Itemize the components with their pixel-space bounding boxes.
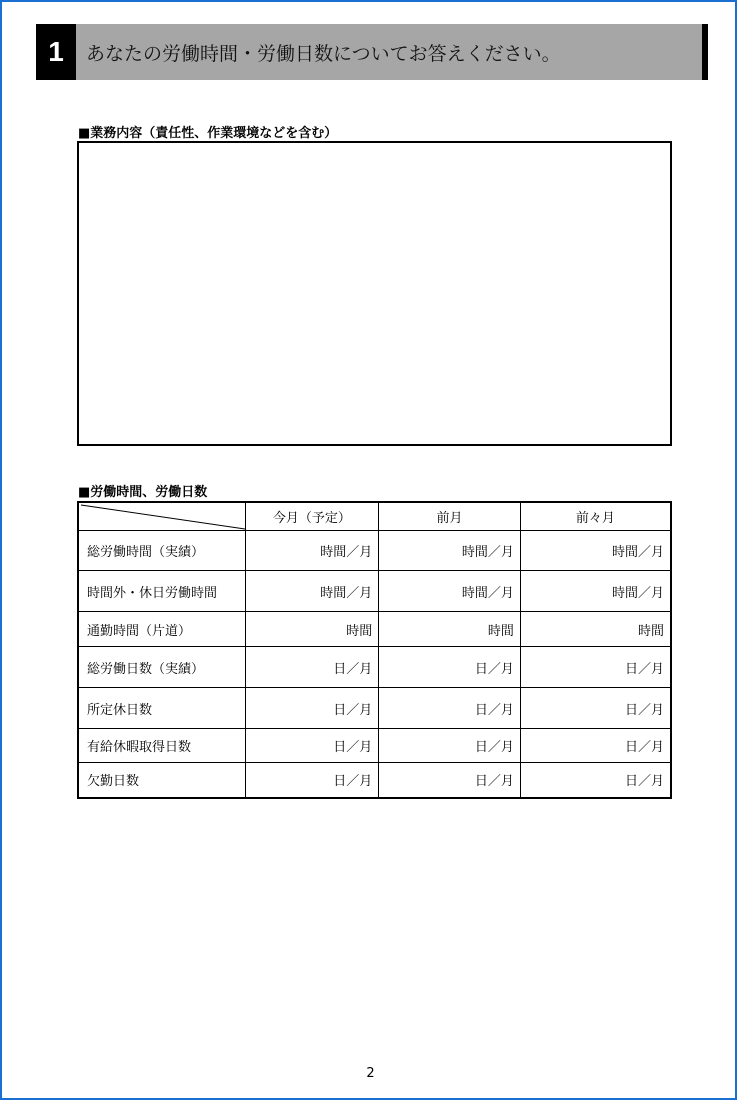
value-cell[interactable]: 時間／月 bbox=[245, 571, 379, 612]
value-cell[interactable]: 時間／月 bbox=[379, 531, 521, 571]
table-row bbox=[78, 688, 671, 729]
column-header-last-month: 前月 bbox=[379, 502, 521, 531]
value-cell[interactable]: 日／月 bbox=[379, 688, 521, 729]
section-header bbox=[36, 24, 708, 80]
corner-cell bbox=[78, 502, 245, 531]
table-row bbox=[78, 647, 671, 688]
value-cell[interactable]: 時間／月 bbox=[520, 531, 671, 571]
page-number: 2 bbox=[366, 1066, 375, 1081]
column-header-two-months-ago: 前々月 bbox=[520, 502, 671, 531]
duties-input-box[interactable] bbox=[77, 141, 672, 446]
value-cell[interactable]: 日／月 bbox=[520, 688, 671, 729]
row-label: 総労働時間（実績） bbox=[78, 531, 245, 571]
table-row bbox=[78, 763, 671, 798]
value-cell[interactable]: 時間 bbox=[245, 612, 379, 647]
value-cell[interactable]: 時間 bbox=[379, 612, 521, 647]
hours-label: ■労働時間、労働日数 bbox=[78, 485, 208, 500]
table-header-row bbox=[78, 502, 671, 531]
table-row bbox=[78, 571, 671, 612]
table-row bbox=[78, 729, 671, 763]
header-end-bar bbox=[702, 24, 708, 80]
value-cell[interactable]: 時間／月 bbox=[520, 571, 671, 612]
section-number: 1 bbox=[36, 24, 76, 80]
value-cell[interactable]: 日／月 bbox=[379, 647, 521, 688]
value-cell[interactable]: 日／月 bbox=[520, 647, 671, 688]
value-cell[interactable]: 日／月 bbox=[379, 729, 521, 763]
value-cell[interactable]: 時間 bbox=[520, 612, 671, 647]
table-row bbox=[78, 612, 671, 647]
value-cell[interactable]: 日／月 bbox=[379, 763, 521, 798]
row-label: 所定休日数 bbox=[78, 688, 245, 729]
value-cell[interactable]: 時間／月 bbox=[245, 531, 379, 571]
row-label: 欠勤日数 bbox=[78, 763, 245, 798]
value-cell[interactable]: 時間／月 bbox=[379, 571, 521, 612]
value-cell[interactable]: 日／月 bbox=[520, 729, 671, 763]
diagonal-line bbox=[79, 503, 245, 530]
table-row bbox=[78, 531, 671, 571]
row-label: 総労働日数（実績） bbox=[78, 647, 245, 688]
hours-table bbox=[77, 501, 672, 799]
value-cell[interactable]: 日／月 bbox=[245, 688, 379, 729]
row-label: 通勤時間（片道） bbox=[78, 612, 245, 647]
value-cell[interactable]: 日／月 bbox=[245, 729, 379, 763]
row-label: 有給休暇取得日数 bbox=[78, 729, 245, 763]
row-label: 時間外・休日労働時間 bbox=[78, 571, 245, 612]
value-cell[interactable]: 日／月 bbox=[520, 763, 671, 798]
duties-label: ■業務内容（責任性、作業環境などを含む） bbox=[78, 126, 338, 141]
section-title: あなたの労働時間・労働日数についてお答えください。 bbox=[86, 42, 561, 65]
column-header-current-month: 今月（予定） bbox=[245, 502, 379, 531]
value-cell[interactable]: 日／月 bbox=[245, 647, 379, 688]
value-cell[interactable]: 日／月 bbox=[245, 763, 379, 798]
